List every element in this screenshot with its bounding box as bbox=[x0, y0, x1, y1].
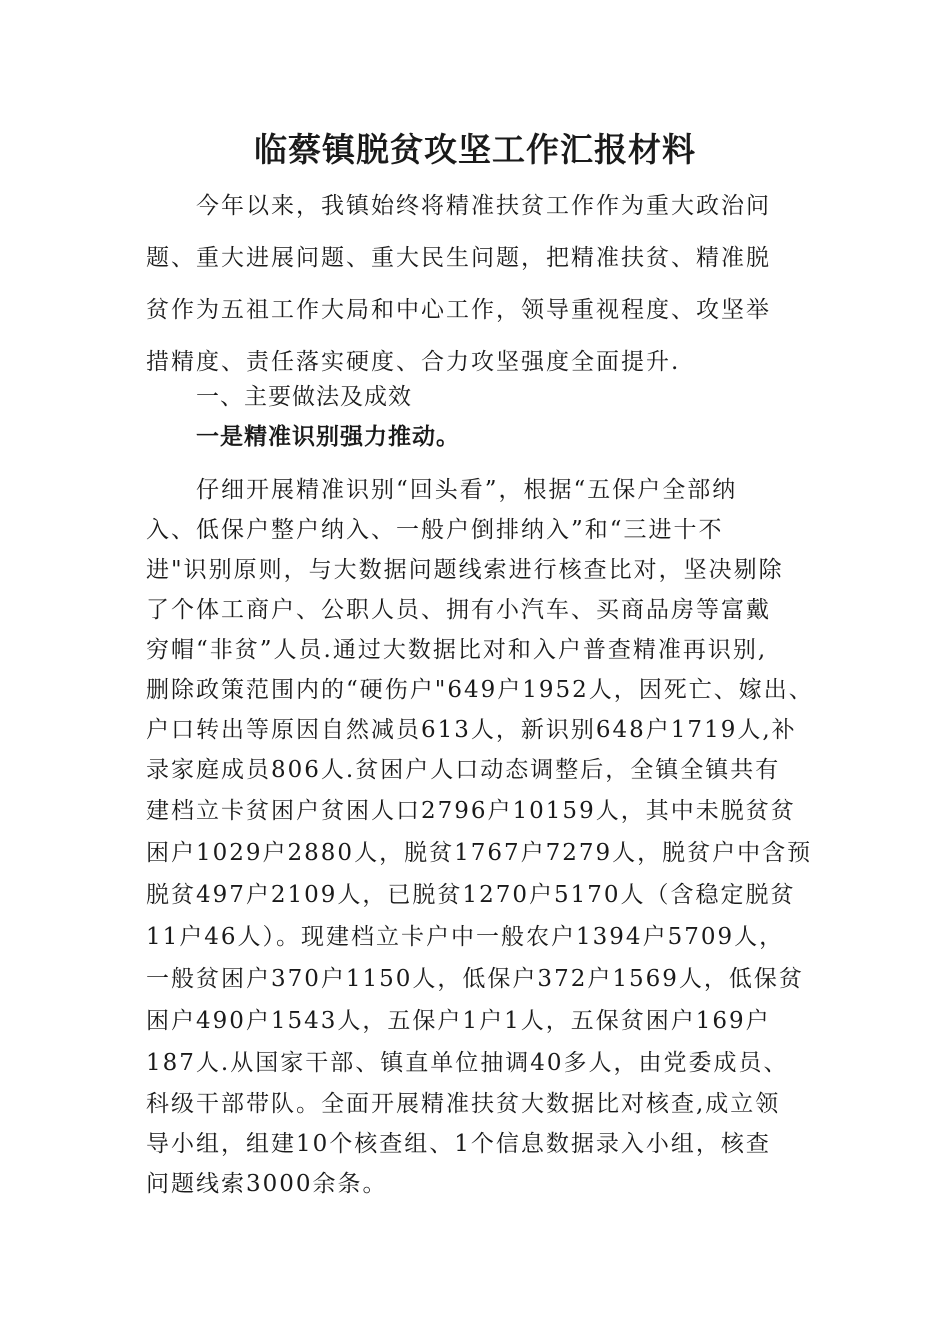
paragraph-line: 187人.从国家干部、镇直单位抽调40多人，由党委成员、 bbox=[146, 1050, 789, 1076]
paragraph-line: 困户490户1543人，五保户1户1人，五保贫困户169户 bbox=[146, 1008, 771, 1034]
paragraph-line: 题、重大进展问题、重大民生问题，把精准扶贫、精准脱 bbox=[146, 245, 771, 271]
subsection-heading: 一是精准识别强力推动。 bbox=[196, 424, 460, 450]
paragraph-line: 进"识别原则，与大数据问题线索进行核查比对，坚决剔除 bbox=[146, 557, 784, 583]
paragraph-line: 仔细开展精准识别“回头看”，根据“五保户全部纳 bbox=[196, 477, 738, 503]
paragraph-line: 11户46人）。现建档立卡户中一般农户1394户5709人， bbox=[146, 924, 785, 950]
paragraph-line: 科级干部带队。全面开展精准扶贫大数据比对核查,成立领 bbox=[146, 1091, 781, 1117]
paragraph-line: 录家庭成员806人.贫困户人口动态调整后，全镇全镇共有 bbox=[146, 757, 781, 783]
paragraph-line: 建档立卡贫困户贫困人口2796户10159人，其中未脱贫贫 bbox=[146, 798, 796, 824]
paragraph-line: 脱贫497户2109人，已脱贫1270户5170人（含稳定脱贫 bbox=[146, 882, 796, 908]
paragraph-line: 了个体工商户、公职人员、拥有小汽车、买商品房等富戴 bbox=[146, 597, 771, 623]
body-paragraph bbox=[146, 470, 814, 1204]
paragraph-line: 今年以来，我镇始终将精准扶贫工作作为重大政治问 bbox=[196, 193, 771, 219]
paragraph-line: 一般贫困户370户1150人，低保户372户1569人，低保贫 bbox=[146, 966, 804, 992]
document-title: 临蔡镇脱贫攻坚工作汇报材料 bbox=[254, 130, 696, 169]
paragraph-line: 贫作为五祖工作大局和中心工作，领导重视程度、攻坚举 bbox=[146, 297, 771, 323]
paragraph-line: 措精度、责任落实硬度、合力攻坚强度全面提升. bbox=[146, 349, 681, 375]
paragraph-line: 入、低保户整户纳入、一般户倒排纳入”和“三进十不 bbox=[146, 517, 724, 543]
paragraph-line: 问题线索3000余条。 bbox=[146, 1171, 388, 1197]
paragraph-line: 删除政策范围内的“硬伤户"649户1952人，因死亡、嫁出、 bbox=[146, 677, 814, 703]
section-heading: 一、主要做法及成效 bbox=[196, 384, 412, 410]
paragraph-line: 户口转出等原因自然减员613人，新识别648户1719人,补 bbox=[146, 717, 797, 743]
paragraph-line: 导小组，组建10个核查组、1个信息数据录入小组，核查 bbox=[146, 1131, 771, 1157]
paragraph-line: 穷帽“非贫”人员.通过大数据比对和入户普查精准再识别, bbox=[146, 637, 768, 663]
paragraph-line: 困户1029户2880人，脱贫1767户7279人，脱贫户中含预 bbox=[146, 840, 813, 866]
intro-paragraph bbox=[146, 180, 810, 388]
